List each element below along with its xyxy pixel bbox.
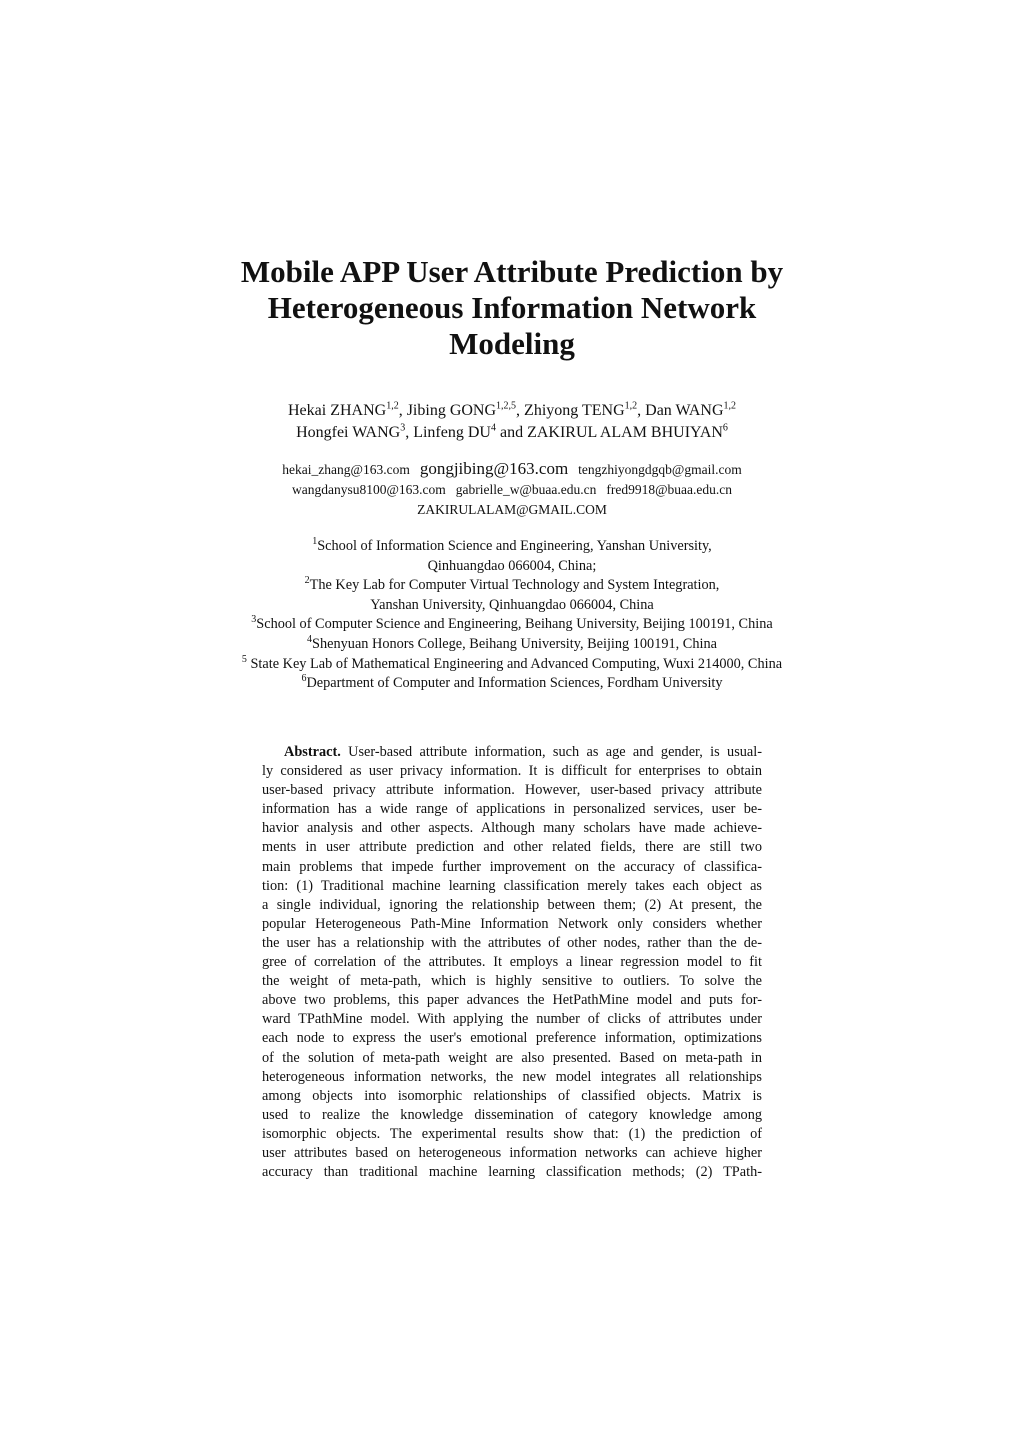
author-separator: , xyxy=(516,402,525,419)
affiliation-text: State Key Lab of Mathematical Engineering and Advanced Computing, Wuxi 214000, China xyxy=(246,655,783,672)
author-separator: , xyxy=(637,402,646,419)
abstract-line: used to realize the knowledge dissemination of category knowledge among xyxy=(262,1106,762,1123)
author-name: Dan WANG xyxy=(645,402,724,419)
title-line: Mobile APP User Attribute Prediction by xyxy=(240,254,784,289)
affiliation-line xyxy=(100,576,924,596)
affiliation-line xyxy=(100,635,924,655)
author-affiliation-sup: 1,2 xyxy=(386,400,399,412)
affiliation-text: Shenyuan Honors College, Beihang University, Beijing 100191, China xyxy=(312,635,717,652)
title-line: Modeling xyxy=(449,326,575,361)
email-address: fred9918@buaa.edu.cn xyxy=(606,482,733,497)
author-affiliation-sup: 1,2 xyxy=(624,400,638,412)
author-name: Zhiyong TENG xyxy=(524,402,625,419)
affiliation-text: The Key Lab for Computer Virtual Technology and System Integration, xyxy=(309,577,720,594)
author-name: Linfeng DU xyxy=(413,424,491,441)
abstract-line: ments in user attribute prediction and other related fields, there are still two xyxy=(262,839,762,856)
affiliation-text: School of Computer Science and Engineering, Beihang University, Beijing 100191, China xyxy=(256,616,773,633)
abstract-line: ward TPathMine model. With applying the number of clicks of attributes under xyxy=(262,1011,762,1028)
author-affiliation-sup: 6 xyxy=(722,422,728,434)
email-line-2 xyxy=(150,480,874,500)
abstract-line: among objects into isomorphic relationships of classified objects. Matrix is xyxy=(262,1087,762,1104)
affiliation-text: Yanshan University, Qinhuangdao 066004, China xyxy=(370,596,654,613)
affiliation-line xyxy=(100,655,924,675)
abstract-line: information has a wide range of applications in personalized services, user be- xyxy=(262,801,762,818)
affiliation-line xyxy=(100,537,924,557)
author-name: ZAKIRUL ALAM BHUIYAN xyxy=(527,424,723,441)
affiliation-text: Qinhuangdao 066004, China; xyxy=(427,557,597,574)
abstract-line: above two problems, this paper advances the HetPathMine model and puts for- xyxy=(262,992,762,1009)
abstract-line: each node to express the user's emotional preference information, optimizations xyxy=(262,1030,762,1047)
affiliation-sup: 5 xyxy=(241,653,247,665)
author-separator: , xyxy=(398,402,407,419)
affiliation-line xyxy=(100,615,924,635)
author-line-2 xyxy=(150,422,874,444)
email-address: gongjibing@163.com xyxy=(419,459,569,478)
abstract-line: the weight of meta-path, which is highly sensitive to outliers. To solve the xyxy=(262,973,762,990)
abstract-line: accuracy than traditional machine learning classification methods; (2) TPath- xyxy=(262,1164,762,1181)
affiliation-sup: 4 xyxy=(307,634,313,646)
affiliation-sup: 3 xyxy=(251,614,257,626)
abstract-line: havior analysis and other aspects. Although many scholars have made achieve- xyxy=(262,820,762,837)
abstract-label: Abstract. xyxy=(284,744,341,760)
email-list xyxy=(150,459,874,520)
abstract-line: user-based privacy attribute information. However, user-based privacy attribute xyxy=(262,782,762,799)
author-affiliation-sup: 1,2,5 xyxy=(496,400,517,412)
email-address: hekai_zhang@163.com xyxy=(282,462,410,477)
abstract-line: user attributes based on heterogeneous information networks can achieve higher xyxy=(262,1144,762,1161)
email-address: gabrielle_w@buaa.edu.cn xyxy=(455,482,597,497)
author-name: Jibing GONG xyxy=(406,402,497,419)
affiliation-sup: 1 xyxy=(312,536,318,548)
email-address: tengzhiyongdgqb@gmail.com xyxy=(578,462,742,477)
author-name: Hekai ZHANG xyxy=(288,402,387,419)
abstract-line: popular Heterogeneous Path-Mine Information Network only considers whether xyxy=(262,915,762,932)
title-line: Heterogeneous Information Network xyxy=(267,290,757,325)
author-affiliation-sup: 4 xyxy=(490,422,496,434)
abstract-line: ly considered as user privacy information. It is difficult for enterprises to obtain xyxy=(262,763,762,780)
author-separator: , xyxy=(405,424,414,441)
abstract-line: a single individual, ignoring the relationship between them; (2) At present, the xyxy=(262,896,762,913)
abstract-line: heterogeneous information networks, the new model integrates all relationships xyxy=(262,1068,762,1085)
affiliation-sup: 6 xyxy=(301,673,307,685)
paper-title xyxy=(150,254,874,362)
author-separator: and xyxy=(495,424,528,441)
abstract-line: of the solution of meta-path weight are also presented. Based on meta-path in xyxy=(262,1049,762,1066)
email-address: ZAKIRULALAM@GMAIL.COM xyxy=(417,502,607,517)
abstract-text: User-based attribute information, such as age and gender, is usual- xyxy=(340,744,762,760)
email-address: wangdanysu8100@163.com xyxy=(291,482,446,497)
affiliation-line xyxy=(100,596,924,616)
abstract-line: main problems that impede further improvement on the accuracy of classifica- xyxy=(262,858,762,875)
affiliation-line xyxy=(100,557,924,577)
abstract xyxy=(262,743,762,1182)
affiliation-list xyxy=(100,537,924,694)
affiliation-sup: 2 xyxy=(304,575,310,587)
affiliation-line xyxy=(100,674,924,694)
abstract-line: tion: (1) Traditional machine learning classification merely takes each object as xyxy=(262,877,762,894)
abstract-line: the user has a relationship with the attributes of other nodes, rather than the de- xyxy=(262,934,762,951)
abstract-line xyxy=(262,743,762,762)
author-name: Hongfei WANG xyxy=(296,424,401,441)
author-affiliation-sup: 3 xyxy=(400,422,406,434)
email-line-3 xyxy=(150,500,874,520)
affiliation-text: Department of Computer and Information Sciences, Fordham University xyxy=(306,675,723,692)
email-line-1 xyxy=(150,459,874,480)
abstract-line: isomorphic objects. The experimental results show that: (1) the prediction of xyxy=(262,1125,762,1142)
author-affiliation-sup: 1,2 xyxy=(723,400,736,412)
author-line-1 xyxy=(150,400,874,422)
author-list xyxy=(150,400,874,444)
abstract-line: gree of correlation of the attributes. It employs a linear regression model to fit xyxy=(262,954,762,971)
affiliation-text: School of Information Science and Engineering, Yanshan University, xyxy=(317,538,712,554)
